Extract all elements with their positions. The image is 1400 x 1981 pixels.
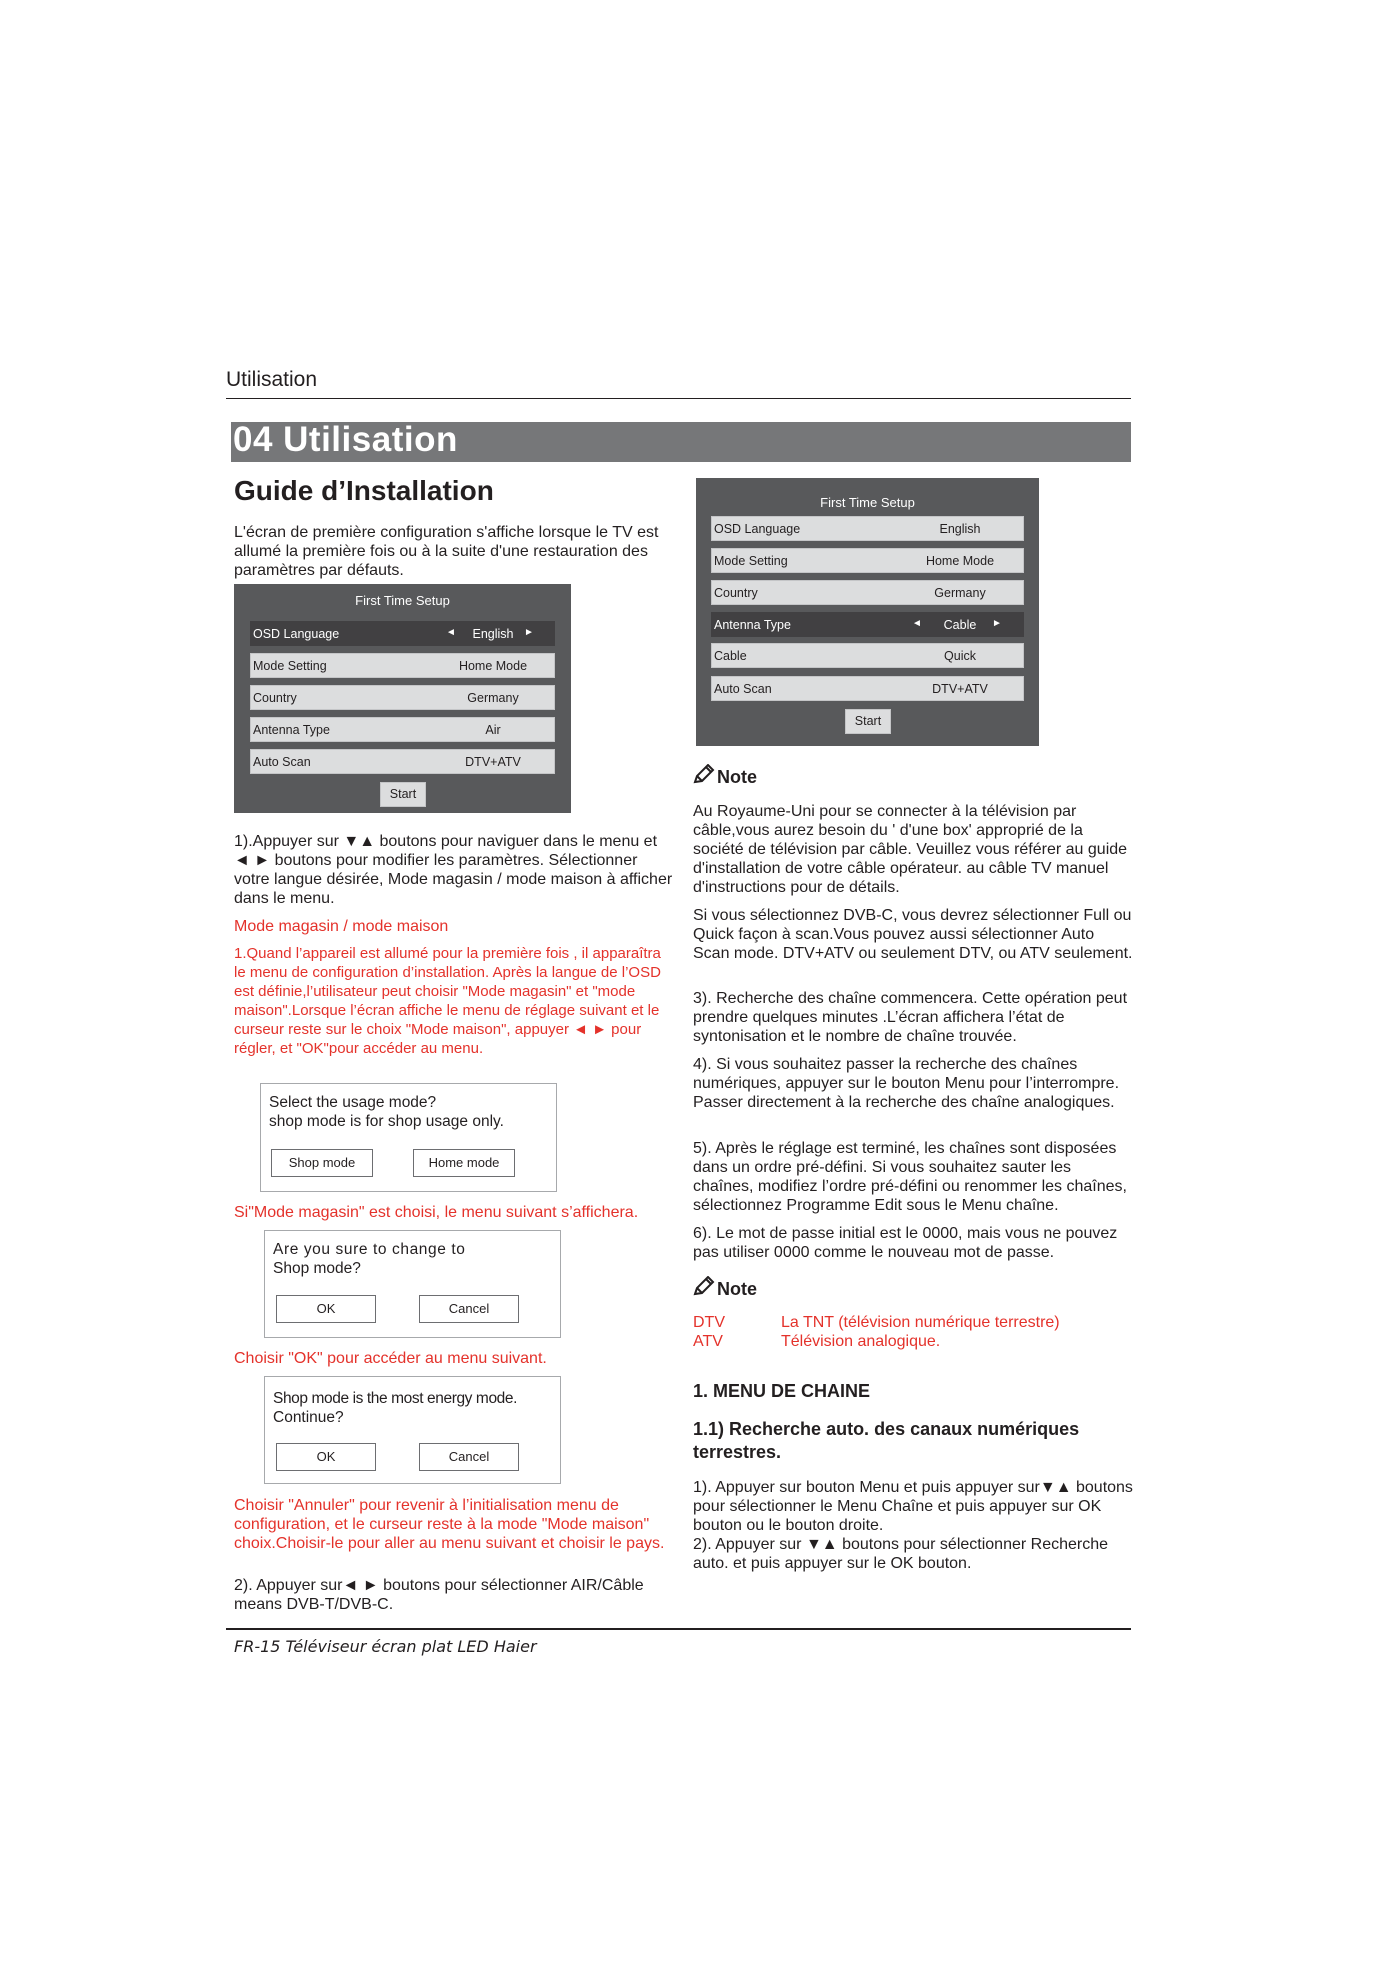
section-heading-menu-chaine: 1. MENU DE CHAINE xyxy=(693,1381,871,1401)
abbr-term-atv: ATV xyxy=(693,1333,723,1350)
menu-row-label: Antenna Type xyxy=(253,723,330,737)
note-label: Note xyxy=(717,767,757,787)
footer-text: FR-15 Téléviseur écran plat LED Haier xyxy=(234,1637,537,1656)
ok-button[interactable]: OK xyxy=(276,1443,376,1471)
menu-row-value: Quick xyxy=(944,649,976,663)
menu-row-value: DTV+ATV xyxy=(932,682,988,696)
step-5-text: 5). Après le réglage est terminé, les chaînes sont disposées dans un ordre pré-défini. Si vous souhaitez sauter les chaînes, modifiez l’ordre pré-défini ou renommer les chaînes, sélectionnez Programme Edit sous le Menu chaîne. xyxy=(693,1140,1127,1214)
cancel-button[interactable]: Cancel xyxy=(419,1295,519,1323)
menu-row-label: OSD Language xyxy=(714,522,801,536)
menu-row-auto-scan[interactable] xyxy=(711,676,1024,701)
start-button[interactable]: Start xyxy=(380,782,426,807)
note-paragraph-2: Si vous sélectionnez DVB-C, vous devrez sélectionner Full ou Quick façon à scan.Vous pouvez aussi sélectionner Auto Scan mode. DTV+ATV ou seulement DTV, ou ATV seulement. xyxy=(693,907,1133,962)
menu-row-value: DTV+ATV xyxy=(465,755,521,769)
menu-step-1-text: 1). Appuyer sur bouton Menu et puis appuyer sur▼▲ boutons pour sélectionner le Menu Chaîne et puis appuyer sur OK bouton ou le bouton droite. xyxy=(693,1479,1133,1534)
arrow-right-icon: ► xyxy=(992,618,1002,629)
energy-mode-dialog xyxy=(264,1376,561,1484)
mode-description: 1.Quand l’appareil est allumé pour la première fois , il apparaîtra le menu de configuration d’installation. Après la langue de l’OSD est définie,l’utilisateur peut choisir "Mode magasin" et "mode maison".Lorsque l’écran affiche le menu de réglage suivant et le curseur reste sur le choix "Mode maison", appuyer ◄ ► pour régler, et "OK"pour accéder au menu. xyxy=(234,945,661,1057)
note-label: Note xyxy=(717,1279,757,1299)
section-label: Utilisation xyxy=(226,368,318,391)
dialog-line-1: Select the usage mode? xyxy=(269,1094,437,1111)
menu-row-label: Country xyxy=(253,691,297,705)
dialog-line-1: Are you sure to change to xyxy=(273,1241,466,1258)
abbr-term-dtv: DTV xyxy=(693,1314,725,1331)
intro-text: L'écran de première configuration s'affiche lorsque le TV est allumé la première fois ou à la suite d'une restauration des paramètres par défauts. xyxy=(234,524,659,579)
pencil-note-icon xyxy=(693,764,715,784)
note-paragraph-1: Au Royaume-Uni pour se connecter à la télévision par câble,vous aurez besoin du ' d'une box' approprié de la société de télévision par câble. Veuillez vous référer au guide d'installation de votre câble opérateur. au câble TV manuel d'instructions pour de détails. xyxy=(693,803,1128,896)
usage-mode-dialog xyxy=(260,1083,557,1192)
menu-title: First Time Setup xyxy=(355,593,450,608)
menu-row-antenna-type[interactable] xyxy=(711,612,1024,637)
menu-row-label: Mode Setting xyxy=(714,554,788,568)
menu-row-label: Auto Scan xyxy=(714,682,772,696)
menu-row-value: Home Mode xyxy=(458,659,528,673)
step-4-text: 4). Si vous souhaitez passer la recherche des chaînes numériques, appuyer sur le bouton Menu pour l’interrompre. Passer directement à la recherche des chaîne analogiques. xyxy=(693,1056,1120,1111)
step-3-text: 3). Recherche des chaîne commencera. Cette opération peut prendre quelques minutes .L’écran affichera l’état de syntonisation et le nombre de chaîne trouvée. xyxy=(693,990,1128,1045)
home-mode-button[interactable]: Home mode xyxy=(413,1149,515,1177)
first-time-setup-menu-cable xyxy=(696,478,1039,746)
menu-row-mode-setting[interactable] xyxy=(711,548,1024,573)
menu-row-country[interactable] xyxy=(711,580,1024,605)
menu-row-auto-scan[interactable] xyxy=(250,749,555,774)
menu-row-label: Antenna Type xyxy=(714,618,791,632)
dialog-line-2: Continue? xyxy=(273,1409,344,1426)
abbr-desc-dtv: La TNT (télévision numérique terrestre) xyxy=(781,1314,1060,1331)
menu-row-value: English xyxy=(939,522,981,536)
menu-row-value: Cable xyxy=(943,618,977,632)
caption-cancel: Choisir "Annuler" pour revenir à l’initialisation menu de configuration, et le curseur reste à la mode "Mode maison" choix.Choisir-le pour aller au menu suivant et choisir le pays. xyxy=(234,1497,665,1552)
arrow-left-icon: ◄ xyxy=(446,627,456,638)
arrow-right-icon: ► xyxy=(524,627,534,638)
step-2-content: 2). Appuyer sur◄ ► boutons pour sélectionner AIR/Câble means DVB-T/DVB-C. xyxy=(234,1577,644,1613)
caption-shop-mode: Si"Mode magasin" est choisi, le menu suivant s’affichera. xyxy=(234,1204,639,1221)
menu-row-label: OSD Language xyxy=(253,627,340,641)
arrow-left-icon: ◄ xyxy=(912,618,922,629)
cancel-button[interactable]: Cancel xyxy=(419,1443,519,1471)
first-time-setup-menu xyxy=(234,584,571,813)
menu-row-value: Germany xyxy=(934,586,986,600)
dialog-line-1: Shop mode is the most energy mode. xyxy=(273,1390,518,1407)
page-title: Guide d’Installation xyxy=(234,475,494,506)
menu-row-value: Home Mode xyxy=(925,554,995,568)
dialog-line-2: Shop mode? xyxy=(273,1260,361,1277)
menu-step-2-text: 2). Appuyer sur ▼▲ boutons pour sélectionner Recherche auto. et puis appuyer sur le OK bouton. xyxy=(693,1536,1109,1572)
menu-row-value: English xyxy=(472,627,514,641)
step-2-text xyxy=(234,1576,674,1614)
chapter-banner xyxy=(231,422,1131,462)
start-button[interactable]: Start xyxy=(845,709,891,734)
menu-row-country[interactable] xyxy=(250,685,555,710)
subsection-heading: 1.1) Recherche auto. des canaux numériques terrestres. xyxy=(693,1419,1080,1462)
mode-heading: Mode magasin / mode maison xyxy=(234,918,449,935)
step-6-text: 6). Le mot de passe initial est le 0000, mais vous ne pouvez pas utiliser 0000 comme le nouveau mot de passe. xyxy=(693,1225,1118,1261)
dialog-line-2: shop mode is for shop usage only. xyxy=(269,1113,504,1130)
shop-mode-button[interactable]: Shop mode xyxy=(271,1149,373,1177)
ok-button[interactable]: OK xyxy=(276,1295,376,1323)
menu-row-osd-language[interactable] xyxy=(250,621,555,646)
header-rule xyxy=(226,398,1131,399)
menu-row-mode-setting[interactable] xyxy=(250,653,555,678)
menu-row-label: Mode Setting xyxy=(253,659,327,673)
menu-row-value: Air xyxy=(485,723,501,737)
footer-rule xyxy=(226,1628,1131,1630)
menu-row-label: Cable xyxy=(714,649,747,663)
menu-row-cable[interactable] xyxy=(711,643,1024,668)
confirm-shop-mode-dialog xyxy=(264,1230,561,1338)
menu-row-label: Auto Scan xyxy=(253,755,311,769)
chapter-title: 04 Utilisation xyxy=(233,420,458,459)
menu-row-osd-language[interactable] xyxy=(711,516,1024,541)
menu-title: First Time Setup xyxy=(820,495,915,510)
menu-row-label: Country xyxy=(714,586,758,600)
menu-row-antenna-type[interactable] xyxy=(250,717,555,742)
menu-row-value: Germany xyxy=(467,691,519,705)
pencil-note-icon xyxy=(693,1276,715,1296)
abbr-desc-atv: Télévision analogique. xyxy=(781,1333,941,1350)
step-1-text: 1).Appuyer sur ▼▲ boutons pour naviguer dans le menu et ◄ ► boutons pour modifier les paramètres. Sélectionner votre langue désirée, Mode magasin / mode maison à afficher dans le menu. xyxy=(234,833,673,907)
caption-ok: Choisir "OK" pour accéder au menu suivant. xyxy=(234,1350,547,1367)
